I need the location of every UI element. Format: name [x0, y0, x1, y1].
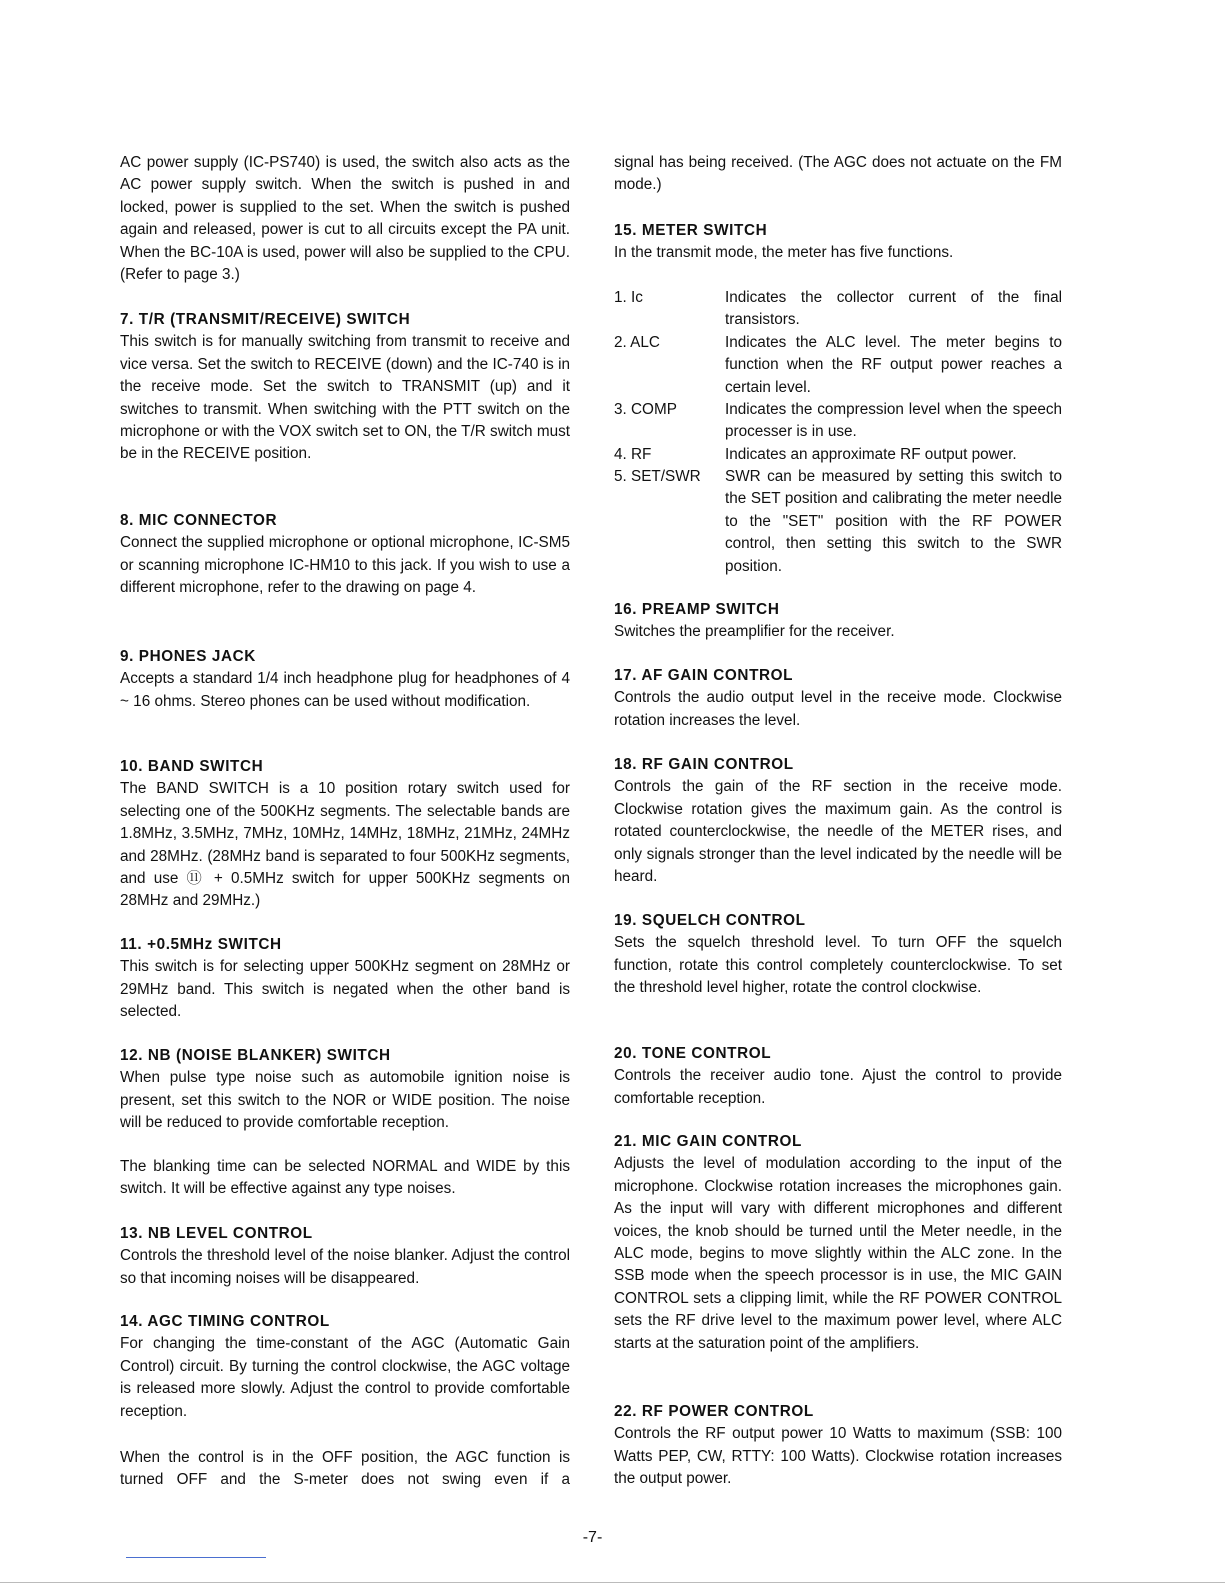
section-heading: 14. AGC TIMING CONTROL	[120, 1313, 330, 1330]
section-body: Controls the audio output level in the receive mode. Clockwise rotation increases the level.	[614, 689, 1062, 729]
meter-function-ic	[614, 287, 1062, 332]
section-heading: 20. TONE CONTROL	[614, 1045, 772, 1062]
section-agc-timing	[120, 1311, 570, 1423]
section-heading: 11. +0.5MHz SWITCH	[120, 936, 282, 953]
page-edge-divider	[0, 1582, 1225, 1583]
section-tone	[614, 1043, 1062, 1110]
section-body: For changing the time-constant of the AGC (Automatic Gain Control) circuit. By turning the control clockwise, the AGC voltage is released more slowly. Adjust the control to provide comfortable reception.	[120, 1335, 570, 1420]
section-phones-jack	[120, 646, 570, 713]
section-band-switch	[120, 756, 570, 913]
section-mic-connector	[120, 510, 570, 600]
section-body: In the transmit mode, the meter has five functions.	[614, 244, 954, 262]
section-body: Controls the receiver audio tone. Ajust the control to provide comfortable reception.	[614, 1067, 1062, 1107]
scan-mark	[126, 1557, 266, 1558]
section-heading: 19. SQUELCH CONTROL	[614, 912, 806, 929]
section-nb-switch-note	[120, 1156, 570, 1201]
intro-paragraph-right	[614, 152, 1062, 197]
section-heading: 7. T/R (TRANSMIT/RECEIVE) SWITCH	[120, 311, 411, 328]
section-heading: 9. PHONES JACK	[120, 648, 256, 665]
section-body: Adjusts the level of modulation according to the input of the microphone. Clockwise rotation increases the microphones gain. As the input will vary with different microphones and different voices, the knob should be turned until the Meter needle, in the ALC mode, begins to move slightly within the ALC zone. In the SSB mode when the speech processor is in use, the MIC GAIN CONTROL sets a clipping limit, while the RF POWER CONTROL sets the RF drive level to the maximum power level, where ALC starts at the saturation point of the amplifiers.	[614, 1155, 1062, 1352]
paragraph: signal has being received. (The AGC does not actuate on the FM mode.)	[614, 154, 1062, 194]
section-heading: 18. RF GAIN CONTROL	[614, 756, 794, 773]
section-05mhz-switch	[120, 934, 570, 1024]
section-body: This switch is for selecting upper 500KHz segment on 28MHz or 29MHz band. This switch is negated when the other band is selected.	[120, 958, 570, 1021]
section-heading: 17. AF GAIN CONTROL	[614, 667, 794, 684]
meter-function-comp	[614, 399, 1062, 444]
function-desc: Indicates the collector current of the final transistors.	[725, 289, 1062, 329]
section-heading: 10. BAND SWITCH	[120, 758, 264, 775]
section-heading: 16. PREAMP SWITCH	[614, 601, 780, 618]
section-heading: 13. NB LEVEL CONTROL	[120, 1225, 313, 1242]
paragraph: AC power supply (IC-PS740) is used, the switch also acts as the AC power supply switch. When the switch is pushed in and locked, power is supplied to the set. When the switch is pushed again and released, power is cut to all circuits except the PA unit. When the BC-10A is used, power will also be supplied to the CPU. (Refer to page 3.)	[120, 154, 570, 284]
function-desc: SWR can be measured by setting this switch to the SET position and calibrating the meter needle to the "SET" position with the RF POWER control, then setting this switch to the SWR position.	[725, 468, 1062, 575]
section-af-gain	[614, 665, 1062, 732]
section-body: Controls the gain of the RF section in the receive mode. Clockwise rotation gives the maximum gain. As the control is rotated counterclockwise, the needle of the METER rises, and only signals stronger than the level indicated by the needle will be heard.	[614, 778, 1062, 886]
page-number: -7-	[582, 1529, 603, 1546]
section-body: Connect the supplied microphone or optional microphone, IC-SM5 or scanning microphone IC-HM10 to this jack. If you wish to use a different microphone, refer to the drawing on page 4.	[120, 534, 570, 597]
section-body: This switch is for manually switching from transmit to receive and vice versa. Set the switch to RECEIVE (down) and the IC-740 is in the receive mode. Set the switch to TRANSMIT (up) and it switches to transmit. When switching with the PTT switch on the microphone or with the VOX switch set to ON, the T/R switch must be in the RECEIVE position.	[120, 333, 570, 463]
section-agc-timing-note	[120, 1447, 570, 1492]
function-desc: Indicates an approximate RF output power.	[725, 446, 1017, 463]
section-nb-switch	[120, 1045, 570, 1135]
function-desc: Indicates the compression level when the speech processer is in use.	[725, 401, 1062, 441]
section-heading: 15. METER SWITCH	[614, 222, 768, 239]
function-label: 1. Ic	[614, 289, 643, 306]
section-body: When the control is in the OFF position, the AGC function is turned OFF and the S-meter does not swing even if a	[120, 1449, 570, 1489]
section-meter-switch	[614, 220, 1062, 265]
section-body: Accepts a standard 1/4 inch headphone plug for headphones of 4 ~ 16 ohms. Stereo phones can be used without modification.	[120, 670, 570, 710]
section-heading: 22. RF POWER CONTROL	[614, 1403, 814, 1420]
meter-function-set-swr	[614, 466, 1062, 578]
section-nb-level	[120, 1223, 570, 1290]
section-body: When pulse type noise such as automobile ignition noise is present, set this switch to the NOR or WIDE position. The noise will be reduced to provide comfortable reception.	[120, 1069, 570, 1132]
section-heading: 8. MIC CONNECTOR	[120, 512, 278, 529]
section-rf-power	[614, 1401, 1062, 1491]
section-rf-gain	[614, 754, 1062, 888]
meter-function-rf	[614, 444, 1062, 466]
section-body: Switches the preamplifier for the receiver.	[614, 623, 895, 641]
section-heading: 21. MIC GAIN CONTROL	[614, 1133, 802, 1150]
function-desc: Indicates the ALC level. The meter begins to function when the RF output power reaches a certain level.	[725, 334, 1062, 396]
function-label: 2. ALC	[614, 334, 660, 351]
section-body: Controls the RF output power 10 Watts to maximum (SSB: 100 Watts PEP, CW, RTTY: 100 Watts). Clockwise rotation increases the output power.	[614, 1425, 1062, 1488]
intro-paragraph-left	[120, 152, 570, 286]
function-label: 3. COMP	[614, 401, 677, 418]
section-preamp	[614, 599, 1062, 644]
section-mic-gain	[614, 1131, 1062, 1355]
section-body: The blanking time can be selected NORMAL and WIDE by this switch. It will be effective against any type noises.	[120, 1158, 570, 1198]
section-body: The BAND SWITCH is a 10 position rotary switch used for selecting one of the 500KHz segments. The selectable bands are 1.8MHz, 3.5MHz, 7MHz, 10MHz, 14MHz, 18MHz, 21MHz, 24MHz and 28MHz. (28MHz band is separated to four 500KHz segments, and use ⑪ + 0.5MHz switch for upper 500KHz segments on 28MHz and 29MHz.)	[120, 780, 570, 910]
meter-function-alc	[614, 332, 1062, 399]
function-label: 5. SET/SWR	[614, 468, 701, 485]
section-squelch	[614, 910, 1062, 1000]
section-tr-switch	[120, 309, 570, 466]
section-body: Sets the squelch threshold level. To turn OFF the squelch function, rotate this control completely counterclockwise. To set the threshold level higher, rotate the control clockwise.	[614, 934, 1062, 997]
section-heading: 12. NB (NOISE BLANKER) SWITCH	[120, 1047, 391, 1064]
function-label: 4. RF	[614, 446, 652, 463]
section-body: Controls the threshold level of the noise blanker. Adjust the control so that incoming noises will be disappeared.	[120, 1247, 570, 1287]
